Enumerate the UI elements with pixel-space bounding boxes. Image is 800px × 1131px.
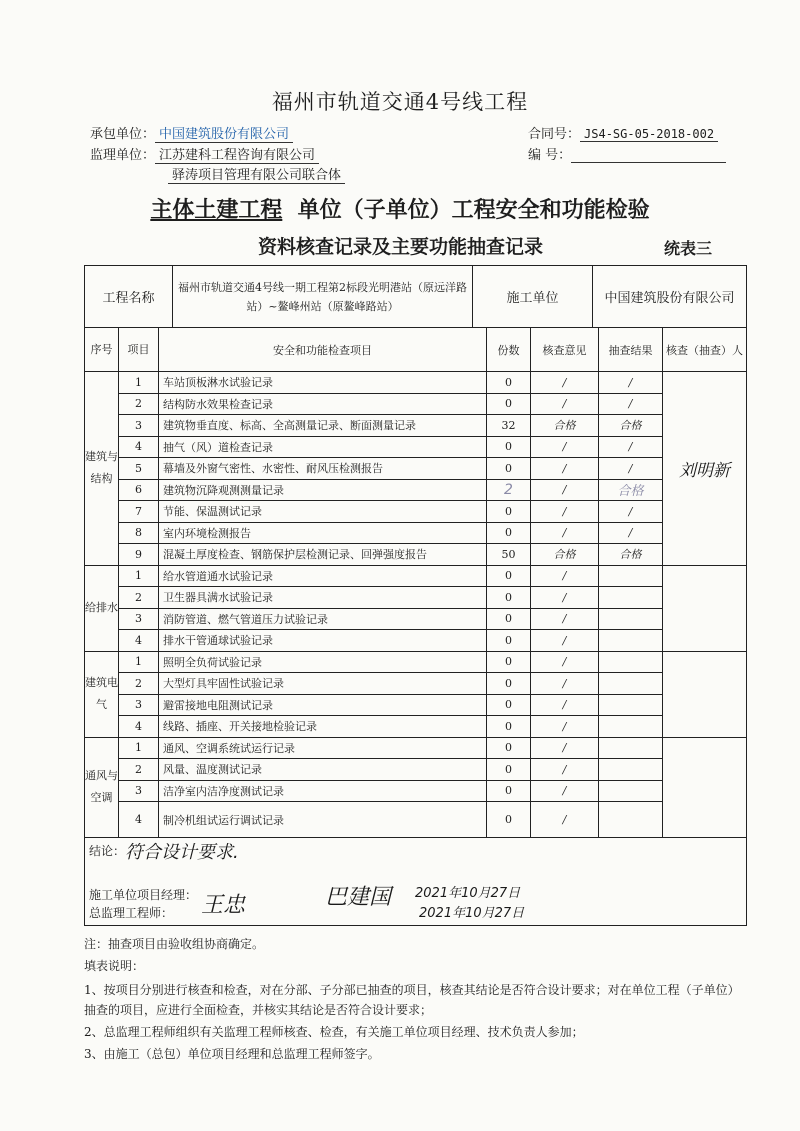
table-row bbox=[85, 694, 747, 716]
table-row bbox=[85, 651, 747, 673]
row-result: / bbox=[599, 393, 663, 415]
row-item: 制冷机组试运行调试记录 bbox=[159, 802, 487, 838]
items-table bbox=[84, 327, 747, 926]
row-result: / bbox=[599, 372, 663, 394]
supervisor-value: 江苏建科工程咨询有限公司 bbox=[155, 144, 319, 164]
row-copies: 0 bbox=[487, 780, 531, 802]
row-item: 卫生器具满水试验记录 bbox=[159, 587, 487, 609]
row-opinion: / bbox=[531, 802, 599, 838]
table-row bbox=[85, 608, 747, 630]
row-no: 4 bbox=[119, 716, 159, 738]
row-result: / bbox=[599, 522, 663, 544]
row-opinion: 合格 bbox=[531, 544, 599, 566]
category-hvac: 通风与空调 bbox=[85, 737, 119, 838]
table-row bbox=[85, 393, 747, 415]
contractor-label: 承包单位： bbox=[90, 127, 156, 142]
row-copies: 0 bbox=[487, 802, 531, 838]
category-electrical: 建筑电气 bbox=[85, 651, 119, 737]
conclusion-cell bbox=[85, 838, 747, 926]
row-opinion: / bbox=[531, 436, 599, 458]
row-opinion: / bbox=[531, 565, 599, 587]
row-no: 1 bbox=[119, 372, 159, 394]
row-copies: 0 bbox=[487, 651, 531, 673]
table-row bbox=[85, 716, 747, 738]
row-no: 1 bbox=[119, 651, 159, 673]
row-copies: 0 bbox=[487, 501, 531, 523]
row-opinion: / bbox=[531, 759, 599, 781]
table-row bbox=[85, 436, 747, 458]
checker-cell-hvac bbox=[663, 737, 747, 838]
col-seq: 序号 bbox=[85, 328, 119, 372]
row-opinion: / bbox=[531, 372, 599, 394]
supervisor-line-2 bbox=[168, 164, 345, 184]
table-row bbox=[85, 479, 747, 501]
row-item: 结构防水效果检查记录 bbox=[159, 393, 487, 415]
row-no: 2 bbox=[119, 587, 159, 609]
contract-no-label: 合同号： bbox=[528, 127, 581, 142]
pm-label: 施工单位项目经理： bbox=[89, 888, 198, 902]
row-result: 合格 bbox=[599, 415, 663, 437]
table-row bbox=[85, 544, 747, 566]
row-result bbox=[599, 716, 663, 738]
table-row bbox=[85, 565, 747, 587]
checker-cell-electrical bbox=[663, 651, 747, 737]
number-line bbox=[528, 144, 726, 163]
table-row bbox=[85, 673, 747, 695]
contractor-value: 中国建筑股份有限公司 bbox=[155, 123, 293, 143]
col-check-item: 安全和功能检查项目 bbox=[159, 328, 487, 372]
row-copies: 0 bbox=[487, 458, 531, 480]
row-opinion: / bbox=[531, 393, 599, 415]
row-copies: 32 bbox=[487, 415, 531, 437]
project-name-value: 福州市轨道交通4号线一期工程第2标段光明港站（原远洋路站）~鳌峰州站（原鳌峰路站） bbox=[173, 266, 473, 328]
row-item: 避雷接地电阻测试记录 bbox=[159, 694, 487, 716]
row-result bbox=[599, 737, 663, 759]
row-copies: 0 bbox=[487, 737, 531, 759]
row-item: 给水管道通水试验记录 bbox=[159, 565, 487, 587]
construction-unit-value: 中国建筑股份有限公司 bbox=[593, 266, 747, 328]
row-item: 排水干管通球试验记录 bbox=[159, 630, 487, 652]
checker-signature: 刘明新 bbox=[663, 372, 747, 566]
row-item: 节能、保温测试记录 bbox=[159, 501, 487, 523]
row-item: 大型灯具牢固性试验记录 bbox=[159, 673, 487, 695]
chief-label: 总监理工程师： bbox=[89, 906, 174, 920]
row-item: 室内环境检测报告 bbox=[159, 522, 487, 544]
row-result bbox=[599, 651, 663, 673]
row-no: 1 bbox=[119, 737, 159, 759]
row-copies: 0 bbox=[487, 608, 531, 630]
row-opinion: / bbox=[531, 587, 599, 609]
header-row bbox=[85, 328, 747, 372]
fill-title: 填表说明： bbox=[84, 959, 145, 973]
col-copies: 份数 bbox=[487, 328, 531, 372]
row-no: 4 bbox=[119, 436, 159, 458]
supervisor-value-2: 驿涛项目管理有限公司联合体 bbox=[168, 164, 345, 184]
col-opinion: 核查意见 bbox=[531, 328, 599, 372]
row-item: 消防管道、燃气管道压力试验记录 bbox=[159, 608, 487, 630]
supervisor-line bbox=[90, 144, 319, 164]
row-no: 3 bbox=[119, 415, 159, 437]
contract-no-value: JS4-SG-05-2018-002 bbox=[580, 127, 718, 142]
row-item: 混凝土厚度检查、钢筋保护层检测记录、回弹强度报告 bbox=[159, 544, 487, 566]
row-opinion: / bbox=[531, 673, 599, 695]
row-copies: 0 bbox=[487, 694, 531, 716]
row-opinion: 合格 bbox=[531, 415, 599, 437]
fill-2: 2、总监理工程师组织有关监理工程师核查、检查，有关施工单位项目经理、技术负责人参加； bbox=[84, 1025, 584, 1039]
category-plumbing: 给排水 bbox=[85, 565, 119, 651]
row-item: 车站顶板淋水试验记录 bbox=[159, 372, 487, 394]
category-structure: 建筑与结构 bbox=[85, 372, 119, 566]
row-opinion: / bbox=[531, 651, 599, 673]
conclusion-value: 符合设计要求. bbox=[125, 842, 239, 863]
pm-signature: 王忠 bbox=[201, 893, 246, 918]
row-result: / bbox=[599, 458, 663, 480]
contractor-line bbox=[90, 123, 293, 143]
fill-1: 1、按项目分别进行核查和检查，对在分部、子分部已抽查的项目，核查其结论是否符合设计要求；对在单位工程（子单位）抽查的项目，应进行全面检查，并核实其结论是否符合设计要求； bbox=[84, 983, 740, 1017]
number-blank bbox=[571, 148, 726, 163]
row-no: 5 bbox=[119, 458, 159, 480]
row-no: 2 bbox=[119, 759, 159, 781]
row-no: 1 bbox=[119, 565, 159, 587]
row-no: 2 bbox=[119, 673, 159, 695]
project-name-label: 工程名称 bbox=[85, 266, 173, 328]
row-result bbox=[599, 694, 663, 716]
row-item: 照明全负荷试验记录 bbox=[159, 651, 487, 673]
row-item: 线路、插座、开关接地检验记录 bbox=[159, 716, 487, 738]
row-result: 合格 bbox=[599, 479, 663, 501]
col-item-no: 项目 bbox=[119, 328, 159, 372]
pm-date: 2021年10月27日 bbox=[415, 886, 521, 901]
construction-unit-label: 施工单位 bbox=[473, 266, 593, 328]
row-opinion: / bbox=[531, 780, 599, 802]
row-no: 3 bbox=[119, 694, 159, 716]
row-opinion: / bbox=[531, 737, 599, 759]
row-copies: 2 bbox=[487, 479, 531, 501]
table-row bbox=[85, 458, 747, 480]
row-copies: 0 bbox=[487, 630, 531, 652]
project-row bbox=[85, 266, 747, 328]
row-no: 7 bbox=[119, 501, 159, 523]
table-row bbox=[85, 630, 747, 652]
row-opinion: / bbox=[531, 716, 599, 738]
table-row bbox=[85, 759, 747, 781]
note: 注：抽查项目由验收组协商确定。 bbox=[84, 937, 265, 951]
row-no: 9 bbox=[119, 544, 159, 566]
row-no: 2 bbox=[119, 393, 159, 415]
table-tag: 统表三 bbox=[664, 239, 713, 258]
col-result: 抽查结果 bbox=[599, 328, 663, 372]
row-result bbox=[599, 587, 663, 609]
table-row bbox=[85, 737, 747, 759]
row-item: 洁净室内洁净度测试记录 bbox=[159, 780, 487, 802]
table-row bbox=[85, 780, 747, 802]
row-no: 6 bbox=[119, 479, 159, 501]
row-item: 幕墙及外窗气密性、水密性、耐风压检测报告 bbox=[159, 458, 487, 480]
row-item: 建筑物沉降观测测量记录 bbox=[159, 479, 487, 501]
col-checker: 核查（抽查）人 bbox=[663, 328, 747, 372]
row-opinion: / bbox=[531, 694, 599, 716]
row-copies: 0 bbox=[487, 587, 531, 609]
row-result: 合格 bbox=[599, 544, 663, 566]
checker-cell-plumbing bbox=[663, 565, 747, 651]
row-no: 4 bbox=[119, 630, 159, 652]
table-row bbox=[85, 522, 747, 544]
row-opinion: / bbox=[531, 522, 599, 544]
row-copies: 0 bbox=[487, 522, 531, 544]
table-row bbox=[85, 802, 747, 838]
row-result bbox=[599, 780, 663, 802]
row-opinion: / bbox=[531, 479, 599, 501]
row-result bbox=[599, 608, 663, 630]
row-opinion: / bbox=[531, 458, 599, 480]
row-opinion: / bbox=[531, 608, 599, 630]
row-no: 3 bbox=[119, 608, 159, 630]
supervisor-label: 监理单位： bbox=[90, 148, 156, 163]
row-copies: 0 bbox=[487, 716, 531, 738]
document-title: 福州市轨道交通4号线工程 bbox=[271, 90, 529, 114]
chief-date: 2021年10月27日 bbox=[419, 906, 525, 921]
row-copies: 0 bbox=[487, 436, 531, 458]
sub-heading: 资料核查记录及主要功能抽查记录 bbox=[258, 236, 544, 258]
contract-no-line bbox=[528, 123, 718, 142]
row-no: 8 bbox=[119, 522, 159, 544]
row-copies: 0 bbox=[487, 393, 531, 415]
fill-3: 3、由施工（总包）单位项目经理和总监理工程师签字。 bbox=[84, 1047, 380, 1061]
row-result: / bbox=[599, 436, 663, 458]
row-result bbox=[599, 565, 663, 587]
row-item: 通风、空调系统试运行记录 bbox=[159, 737, 487, 759]
conclusion-row bbox=[85, 838, 747, 926]
row-no: 4 bbox=[119, 802, 159, 838]
row-copies: 0 bbox=[487, 565, 531, 587]
row-no: 3 bbox=[119, 780, 159, 802]
row-copies: 50 bbox=[487, 544, 531, 566]
heading-rest: 单位（子单位）工程安全和功能检验 bbox=[297, 198, 650, 223]
row-opinion: / bbox=[531, 630, 599, 652]
table-row bbox=[85, 415, 747, 437]
row-copies: 0 bbox=[487, 673, 531, 695]
row-copies: 0 bbox=[487, 372, 531, 394]
row-item: 建筑物垂直度、标高、全高测量记录、断面测量记录 bbox=[159, 415, 487, 437]
table-row bbox=[85, 372, 747, 394]
row-result bbox=[599, 802, 663, 838]
row-item: 风量、温度测试记录 bbox=[159, 759, 487, 781]
row-copies: 0 bbox=[487, 759, 531, 781]
heading-prefix: 主体土建工程 bbox=[150, 198, 283, 223]
row-opinion: / bbox=[531, 501, 599, 523]
table-row bbox=[85, 587, 747, 609]
chief-signature: 巴建国 bbox=[325, 885, 392, 910]
main-heading bbox=[0, 193, 800, 224]
row-item: 抽气（风）道检查记录 bbox=[159, 436, 487, 458]
inspection-table bbox=[84, 265, 747, 328]
row-result bbox=[599, 759, 663, 781]
row-result bbox=[599, 673, 663, 695]
row-result bbox=[599, 630, 663, 652]
table-row bbox=[85, 501, 747, 523]
conclusion-label: 结论： bbox=[89, 844, 126, 858]
number-label: 编 号： bbox=[528, 148, 572, 163]
row-result: / bbox=[599, 501, 663, 523]
